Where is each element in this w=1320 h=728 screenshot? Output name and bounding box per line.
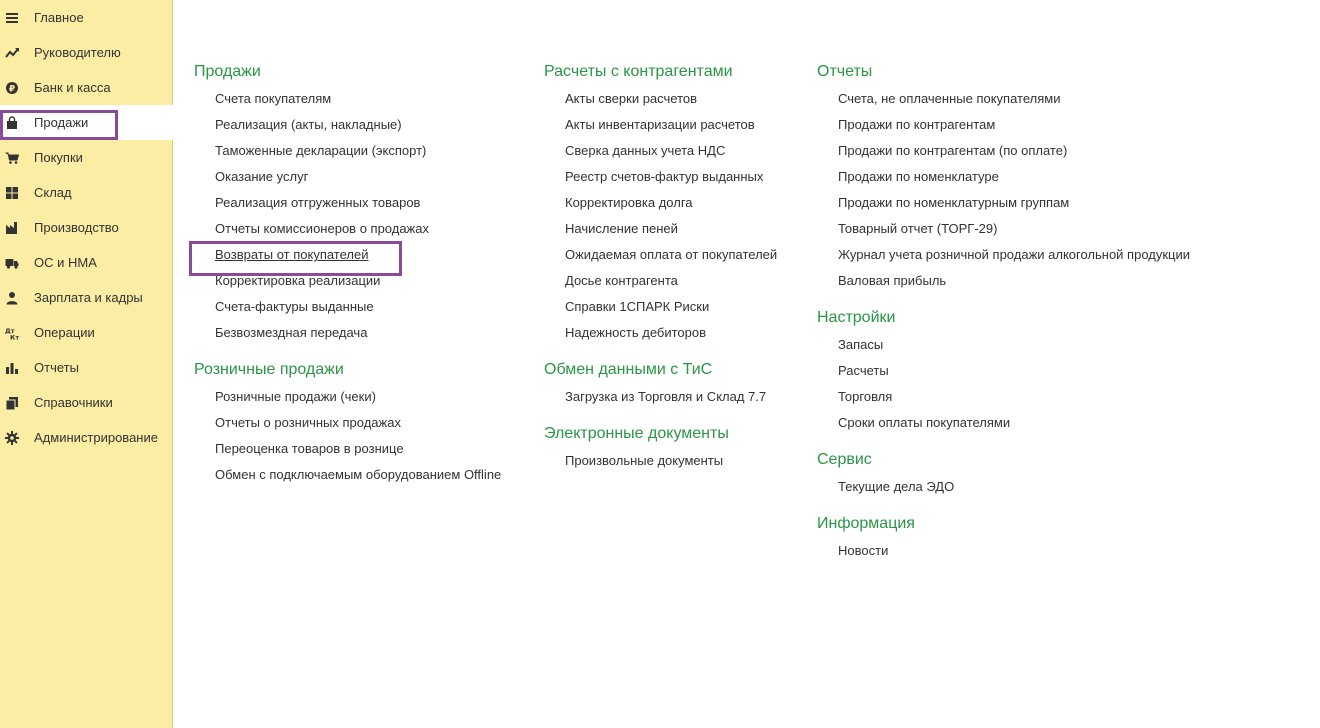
group-title: Обмен данными с ТиС	[544, 361, 713, 378]
menu-link[interactable]	[544, 138, 777, 164]
sidebar	[0, 0, 173, 728]
sidebar-item[interactable]	[0, 70, 172, 105]
menu-link[interactable]	[817, 164, 1190, 190]
menu-link[interactable]	[544, 112, 777, 138]
truck-icon	[5, 256, 19, 270]
sidebar-item-label: Продажи	[34, 115, 89, 130]
menu-link[interactable]	[194, 164, 501, 190]
menu-link-label: Возвраты от покупателей	[215, 247, 369, 262]
sidebar-item-label: Администрирование	[34, 430, 158, 445]
menu-link[interactable]	[817, 410, 1190, 436]
group-title: Отчеты	[817, 63, 873, 80]
sidebar-item-label: Производство	[34, 220, 119, 235]
sidebar-item[interactable]	[0, 315, 172, 350]
menu-link-label: Продажи по номенклатурным группам	[838, 195, 1070, 210]
menu-link-label: Отчеты комиссионеров о продажах	[215, 221, 429, 236]
menu-link-label: Акты инвентаризации расчетов	[565, 117, 755, 132]
menu-link-label: Оказание услуг	[215, 169, 309, 184]
menu-link-label: Запасы	[838, 337, 884, 352]
trend-chart-icon	[5, 46, 19, 60]
menu-link-label: Ожидаемая оплата от покупателей	[565, 247, 778, 262]
sidebar-item[interactable]	[0, 140, 172, 175]
menu-link-label: Розничные продажи (чеки)	[215, 389, 376, 404]
menu-link[interactable]	[817, 332, 1190, 358]
sidebar-item[interactable]	[0, 175, 172, 210]
sidebar-item[interactable]	[0, 280, 172, 315]
menu-link-label: Продажи по контрагентам (по оплате)	[838, 143, 1068, 158]
menu-link[interactable]	[544, 384, 777, 410]
menu-link[interactable]	[544, 164, 777, 190]
sidebar-item[interactable]	[0, 350, 172, 385]
menu-link-label: Товарный отчет (ТОРГ-29)	[838, 221, 998, 236]
menu-group	[817, 58, 1190, 294]
menu-link[interactable]	[194, 86, 501, 112]
menu-link[interactable]	[544, 86, 777, 112]
menu-link-label: Счета покупателям	[215, 91, 332, 106]
sidebar-item[interactable]	[0, 0, 172, 35]
menu-link[interactable]	[194, 268, 501, 294]
menu-link[interactable]	[817, 112, 1190, 138]
menu-link[interactable]	[544, 320, 777, 346]
books-icon	[5, 396, 19, 410]
menu-link[interactable]	[544, 190, 777, 216]
menu-link[interactable]	[817, 190, 1190, 216]
menu-link-label: Счета-фактуры выданные	[215, 299, 374, 314]
menu-link-label: Реализация отгруженных товаров	[215, 195, 421, 210]
menu-link-label: Отчеты о розничных продажах	[215, 415, 401, 430]
bar-chart-icon	[5, 361, 19, 375]
svg-text:Кт: Кт	[10, 333, 19, 340]
menu-group	[817, 510, 1190, 564]
menu-link-label: Журнал учета розничной продажи алкогольной продукции	[838, 247, 1191, 262]
menu-link-label: Надежность дебиторов	[565, 325, 707, 340]
menu-link-label: Сроки оплаты покупателями	[838, 415, 1011, 430]
menu-column	[194, 58, 501, 498]
menu-link-label: Переоценка товаров в рознице	[215, 441, 404, 456]
menu-link[interactable]	[544, 216, 777, 242]
menu-link[interactable]	[194, 294, 501, 320]
menu-link[interactable]	[194, 190, 501, 216]
menu-link-label: Начисление пеней	[565, 221, 678, 236]
warehouse-grid-icon	[5, 186, 19, 200]
sidebar-item[interactable]	[0, 105, 173, 140]
sidebar-item-label: Главное	[34, 10, 84, 25]
group-title: Розничные продажи	[194, 361, 344, 378]
sidebar-item[interactable]	[0, 245, 172, 280]
menu-link-label: Реализация (акты, накладные)	[215, 117, 402, 132]
menu-link[interactable]	[194, 242, 501, 268]
menu-link[interactable]	[544, 294, 777, 320]
sidebar-item-label: ОС и НМА	[34, 255, 97, 270]
menu-link-label: Текущие дела ЭДО	[838, 479, 955, 494]
group-title: Настройки	[817, 309, 896, 326]
menu-lines-icon	[5, 11, 19, 25]
menu-link-label: Новости	[838, 543, 889, 558]
menu-link-label: Торговля	[838, 389, 893, 404]
menu-link-label: Справки 1СПАРК Риски	[565, 299, 710, 314]
sidebar-item-label: Справочники	[34, 395, 113, 410]
group-title: Электронные документы	[544, 425, 729, 442]
group-title: Расчеты с контрагентами	[544, 63, 733, 80]
menu-group	[194, 356, 501, 488]
shopping-bag-icon	[5, 116, 19, 130]
sidebar-item-label: Операции	[34, 325, 95, 340]
menu-group	[544, 356, 777, 410]
menu-link-label: Досье контрагента	[565, 273, 678, 288]
menu-link-label: Счета, не оплаченные покупателями	[838, 91, 1061, 106]
menu-column	[544, 58, 777, 484]
menu-link-label: Безвозмездная передача	[215, 325, 368, 340]
group-title: Информация	[817, 515, 915, 532]
gear-icon	[5, 431, 19, 445]
sidebar-item-label: Склад	[34, 185, 72, 200]
menu-link[interactable]	[194, 462, 501, 488]
menu-group	[817, 304, 1190, 436]
ruble-coin-icon	[5, 81, 19, 95]
menu-link[interactable]	[544, 448, 777, 474]
menu-link[interactable]	[817, 384, 1190, 410]
menu-link-label: Корректировка реализации	[215, 273, 381, 288]
svg-text:₽: ₽	[8, 84, 16, 94]
menu-link-label: Реестр счетов-фактур выданных	[565, 169, 764, 184]
menu-group	[544, 58, 777, 346]
factory-icon	[5, 221, 19, 235]
person-icon	[5, 291, 19, 305]
menu-link[interactable]	[817, 242, 1190, 268]
menu-link[interactable]	[817, 138, 1190, 164]
sidebar-item-label: Руководителю	[34, 45, 121, 60]
menu-link-label: Акты сверки расчетов	[565, 91, 698, 106]
sidebar-item-label: Покупки	[34, 150, 83, 165]
menu-link[interactable]	[194, 138, 501, 164]
svg-text:Дт: Дт	[5, 326, 15, 335]
menu-link[interactable]	[817, 474, 1190, 500]
menu-link-label: Таможенные декларации (экспорт)	[215, 143, 427, 158]
menu-link[interactable]	[194, 320, 501, 346]
menu-link-label: Загрузка из Торговля и Склад 7.7	[565, 389, 767, 404]
group-title: Продажи	[194, 63, 261, 80]
menu-column	[817, 58, 1190, 574]
menu-link[interactable]	[817, 358, 1190, 384]
menu-link[interactable]	[817, 538, 1190, 564]
menu-link-label: Продажи по контрагентам	[838, 117, 996, 132]
sidebar-item[interactable]	[0, 210, 172, 245]
menu-group	[817, 446, 1190, 500]
menu-link[interactable]	[544, 242, 777, 268]
menu-link-label: Корректировка долга	[565, 195, 693, 210]
menu-group	[194, 58, 501, 346]
menu-link-label: Обмен с подключаемым оборудованием Offline	[215, 467, 502, 482]
menu-link[interactable]	[194, 436, 501, 462]
shopping-cart-icon	[5, 151, 19, 165]
menu-link-label: Валовая прибыль	[838, 273, 947, 288]
menu-link[interactable]	[194, 410, 501, 436]
menu-link[interactable]	[194, 216, 501, 242]
menu-link[interactable]	[817, 268, 1190, 294]
menu-link-label: Произвольные документы	[565, 453, 724, 468]
menu-link[interactable]	[817, 216, 1190, 242]
menu-link-label: Сверка данных учета НДС	[565, 143, 726, 158]
sidebar-item-label: Зарплата и кадры	[34, 290, 143, 305]
debit-credit-icon	[5, 326, 19, 340]
menu-link[interactable]	[544, 268, 777, 294]
group-title: Сервис	[817, 451, 872, 468]
sidebar-item[interactable]	[0, 35, 172, 70]
sidebar-item-label: Банк и касса	[34, 80, 111, 95]
sidebar-item[interactable]	[0, 420, 172, 455]
menu-link[interactable]	[817, 86, 1190, 112]
menu-link-label: Продажи по номенклатуре	[838, 169, 999, 184]
sidebar-item[interactable]	[0, 385, 172, 420]
menu-group	[544, 420, 777, 474]
menu-link[interactable]	[194, 384, 501, 410]
menu-link-label: Расчеты	[838, 363, 889, 378]
sidebar-item-label: Отчеты	[34, 360, 79, 375]
menu-link[interactable]	[194, 112, 501, 138]
